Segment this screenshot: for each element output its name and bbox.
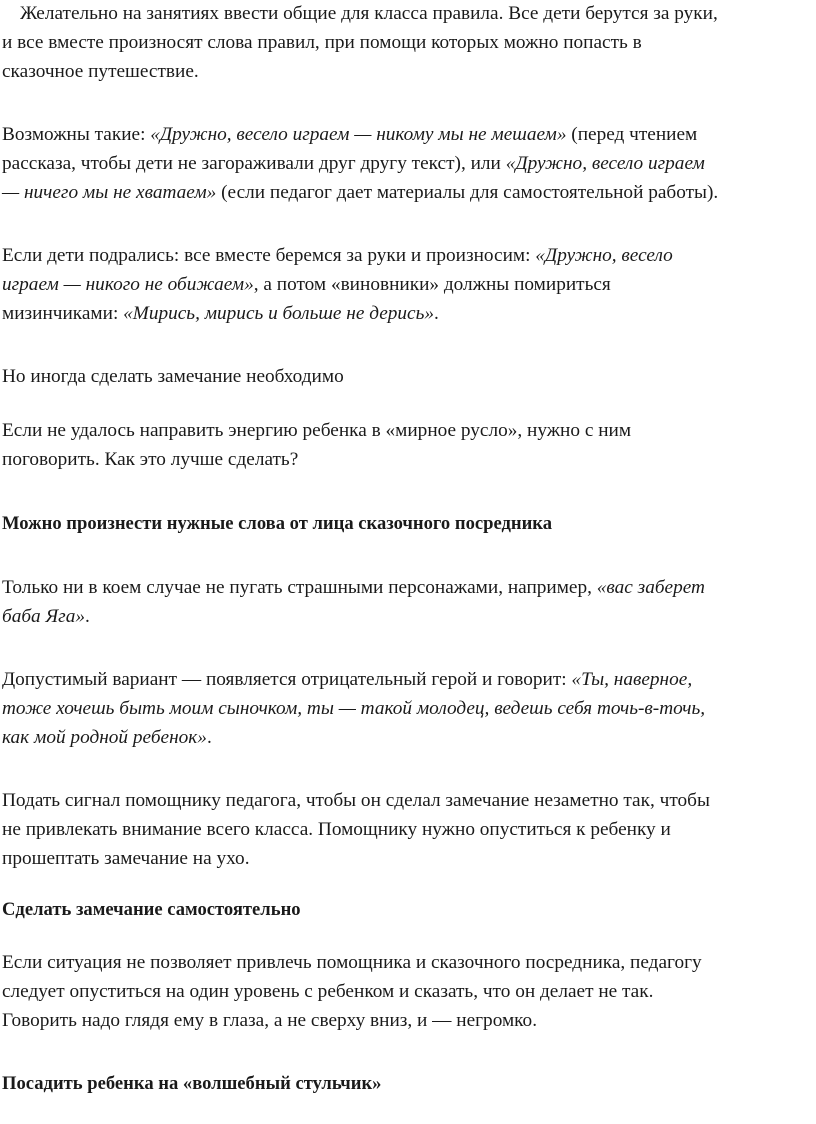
paragraph-self-remark xyxy=(2,948,814,1035)
text-line xyxy=(2,270,814,299)
text-line: Подать сигнал помощнику педагога, чтобы он сделал замечание незаметно так, чтобы xyxy=(2,790,710,811)
paragraph-negative-hero xyxy=(2,665,814,752)
heading-text: Посадить ребенка на «волшебный стульчик» xyxy=(2,1073,382,1094)
paragraph-energy xyxy=(2,416,814,474)
quote-span: — ничего мы не хватаем» xyxy=(2,182,217,203)
quote-span: «Мирись, мирись и больше не дерись» xyxy=(123,303,435,324)
quote-span: «Дружно, весело xyxy=(535,245,673,266)
quote-span: как мой родной ребенок» xyxy=(2,727,207,748)
heading-text: Сделать замечание самостоятельно xyxy=(2,899,301,920)
quote-span: «Дружно, весело играем — никому мы не мешаем» xyxy=(150,124,567,145)
text-line: не привлекать внимание всего класса. Помощнику нужно опуститься к ребенку и xyxy=(2,819,671,840)
text-span: Если дети подрались: все вместе беремся за руки и произносим: xyxy=(2,245,536,266)
quote-span: тоже хочешь быть моим сыночком, ты — такой молодец, ведешь себя точь-в-точь, xyxy=(2,698,706,719)
text-line: сказочное путешествие. xyxy=(2,61,199,82)
paragraph-rules-intro xyxy=(2,0,814,86)
text-span: , а потом «виновники» должны помириться xyxy=(253,274,611,295)
text-line xyxy=(2,723,814,752)
section-heading xyxy=(2,509,814,538)
text-span: . xyxy=(84,606,90,627)
text-span: (если педагог дает материалы для самостоятельной работы). xyxy=(216,182,719,203)
text-line: поговорить. Как это лучше сделать? xyxy=(2,449,299,470)
text-line xyxy=(2,178,814,207)
quote-span: «Дружно, весело играем xyxy=(505,153,705,174)
text-span: . xyxy=(206,727,212,748)
paragraph-assistant-signal xyxy=(2,786,814,873)
text-line: прошептать замечание на ухо. xyxy=(2,848,250,869)
text-line: и все вместе произносят слова правил, при помощи которых можно попасть в xyxy=(2,32,642,53)
quote-span: играем — никого не обижаем» xyxy=(2,274,254,295)
text-span: мизинчиками: xyxy=(2,303,124,324)
text-line xyxy=(2,299,814,328)
text-line: Говорить надо глядя ему в глаза, а не сверху вниз, и — негромко. xyxy=(2,1010,538,1031)
text-line: следует опуститься на один уровень с ребенком и сказать, что он делает не так. xyxy=(2,981,654,1002)
text-span: Допустимый вариант — появляется отрицательный герой и говорит: xyxy=(2,669,572,690)
text-span: рассказа, чтобы дети не загораживали друг другу текст), или xyxy=(2,153,506,174)
paragraph-no-scary xyxy=(2,573,814,631)
text-line: Если не удалось направить энергию ребенка в «мирное русло», нужно с ним xyxy=(2,420,632,441)
text-line xyxy=(2,694,814,723)
text-line xyxy=(2,149,814,178)
paragraph-fight-rule xyxy=(2,241,814,328)
text-line xyxy=(2,120,814,149)
section-heading xyxy=(2,1069,814,1098)
text-span: Возможны такие: xyxy=(2,124,151,145)
text-span: Только ни в коем случае не пугать страшными персонажами, например, xyxy=(2,577,597,598)
quote-span: «вас заберет xyxy=(596,577,705,598)
heading-text: Можно произнести нужные слова от лица сказочного посредника xyxy=(2,513,553,534)
text-line xyxy=(2,241,814,270)
paragraph-rule-examples xyxy=(2,120,814,207)
paragraph-remark-needed xyxy=(2,362,814,391)
text-line xyxy=(2,602,814,631)
text-line xyxy=(2,573,814,602)
text-span: . xyxy=(434,303,439,324)
section-heading xyxy=(2,895,814,924)
quote-span: «Ты, наверное, xyxy=(571,669,693,690)
text-span: (перед чтением xyxy=(566,124,698,145)
text-line: Если ситуация не позволяет привлечь помощника и сказочного посредника, педагогу xyxy=(2,952,702,973)
text-line: Но иногда сделать замечание необходимо xyxy=(2,366,344,387)
quote-span: баба Яга» xyxy=(2,606,85,627)
text-line xyxy=(2,665,814,694)
text-line: Желательно на занятиях ввести общие для класса правила. Все дети берутся за руки, xyxy=(20,3,718,24)
